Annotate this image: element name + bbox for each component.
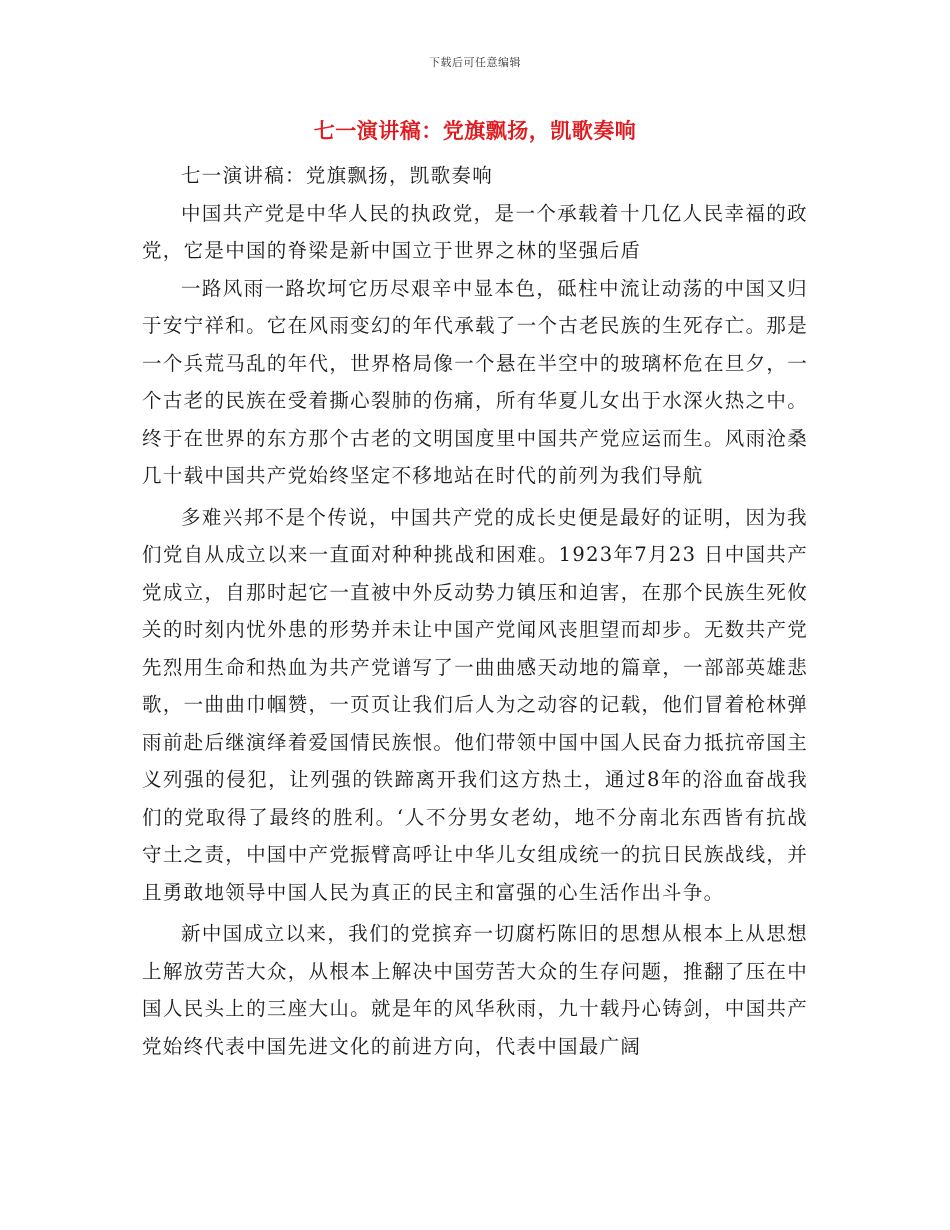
paragraph: 中国共产党是中华人民的执政党，是一个承载着十几亿人民幸福的政党，它是中国的脊梁是新中国立于世界之林的坚强后盾 [142, 201, 808, 262]
page-header: 下载后可任意编辑 [429, 56, 521, 69]
paragraph: 一路风雨一路坎坷它历尽艰辛中显本色，砥柱中流让动荡的中国又归于安宁祥和。它在风雨变幻的年代承载了一个古老民族的生死存亡。那是一个兵荒马乱的年代，世界格局像一个悬在半空中的玻璃杯危在旦夕，一个古老的民族在受着撕心裂肺的伤痛，所有华夏儿女出于水深火热之中。终于在世界的东方那个古老的文明国度里中国共产党应运而生。风雨沧桑几十载中国共产党始终坚定不移地站在时代的前列为我们导航 [142, 276, 808, 487]
paragraph-subtitle: 七一演讲稿：党旗飘扬，凯歌奏响 [181, 164, 494, 187]
document-title: 七一演讲稿：党旗飘扬，凯歌奏响 [313, 118, 637, 143]
document-body [142, 157, 808, 1065]
paragraph: 多难兴邦不是个传说，中国共产党的成长史便是最好的证明，因为我们党自从成立以来一直面对种种挑战和困难。1923年7月23 日中国共产党成立，自那时起它一直被中外反动势力镇压和迫害，在那个民族生死攸关的时刻内忧外患的形势并未让中国产党闻风丧胆望而却步。无数共产党先烈用生命和热血为共产党谱写了一曲曲感天动地的篇章，一部部英雄悲歌，一曲曲巾帼赞，一页页让我们后人为之动容的记载，他们冒着枪林弹雨前赴后继演绎着爱国情民族恨。他们带领中国中国人民奋力抵抗帝国主义列强的侵犯，让列强的铁蹄离开我们这方热土，通过8年的浴血奋战我们的党取得了最终的胜利。‘人不分男女老幼，地不分南北东西皆有抗战守土之责，中国中产党振臂高呼让中华儿女组成统一的抗日民族战线，并且勇敢地领导中国人民为真正的民主和富强的心生活作出斗争。 [142, 505, 808, 904]
paragraph: 新中国成立以来，我们的党摈弃一切腐朽陈旧的思想从根本上从思想上解放劳苦大众，从根本上解决中国劳苦大众的生存问题，推翻了压在中国人民头上的三座大山。就是年的风华秋雨，九十载丹心铸剑，中国共产党始终代表中国先进文化的前进方向，代表中国最广阔 [142, 922, 808, 1058]
